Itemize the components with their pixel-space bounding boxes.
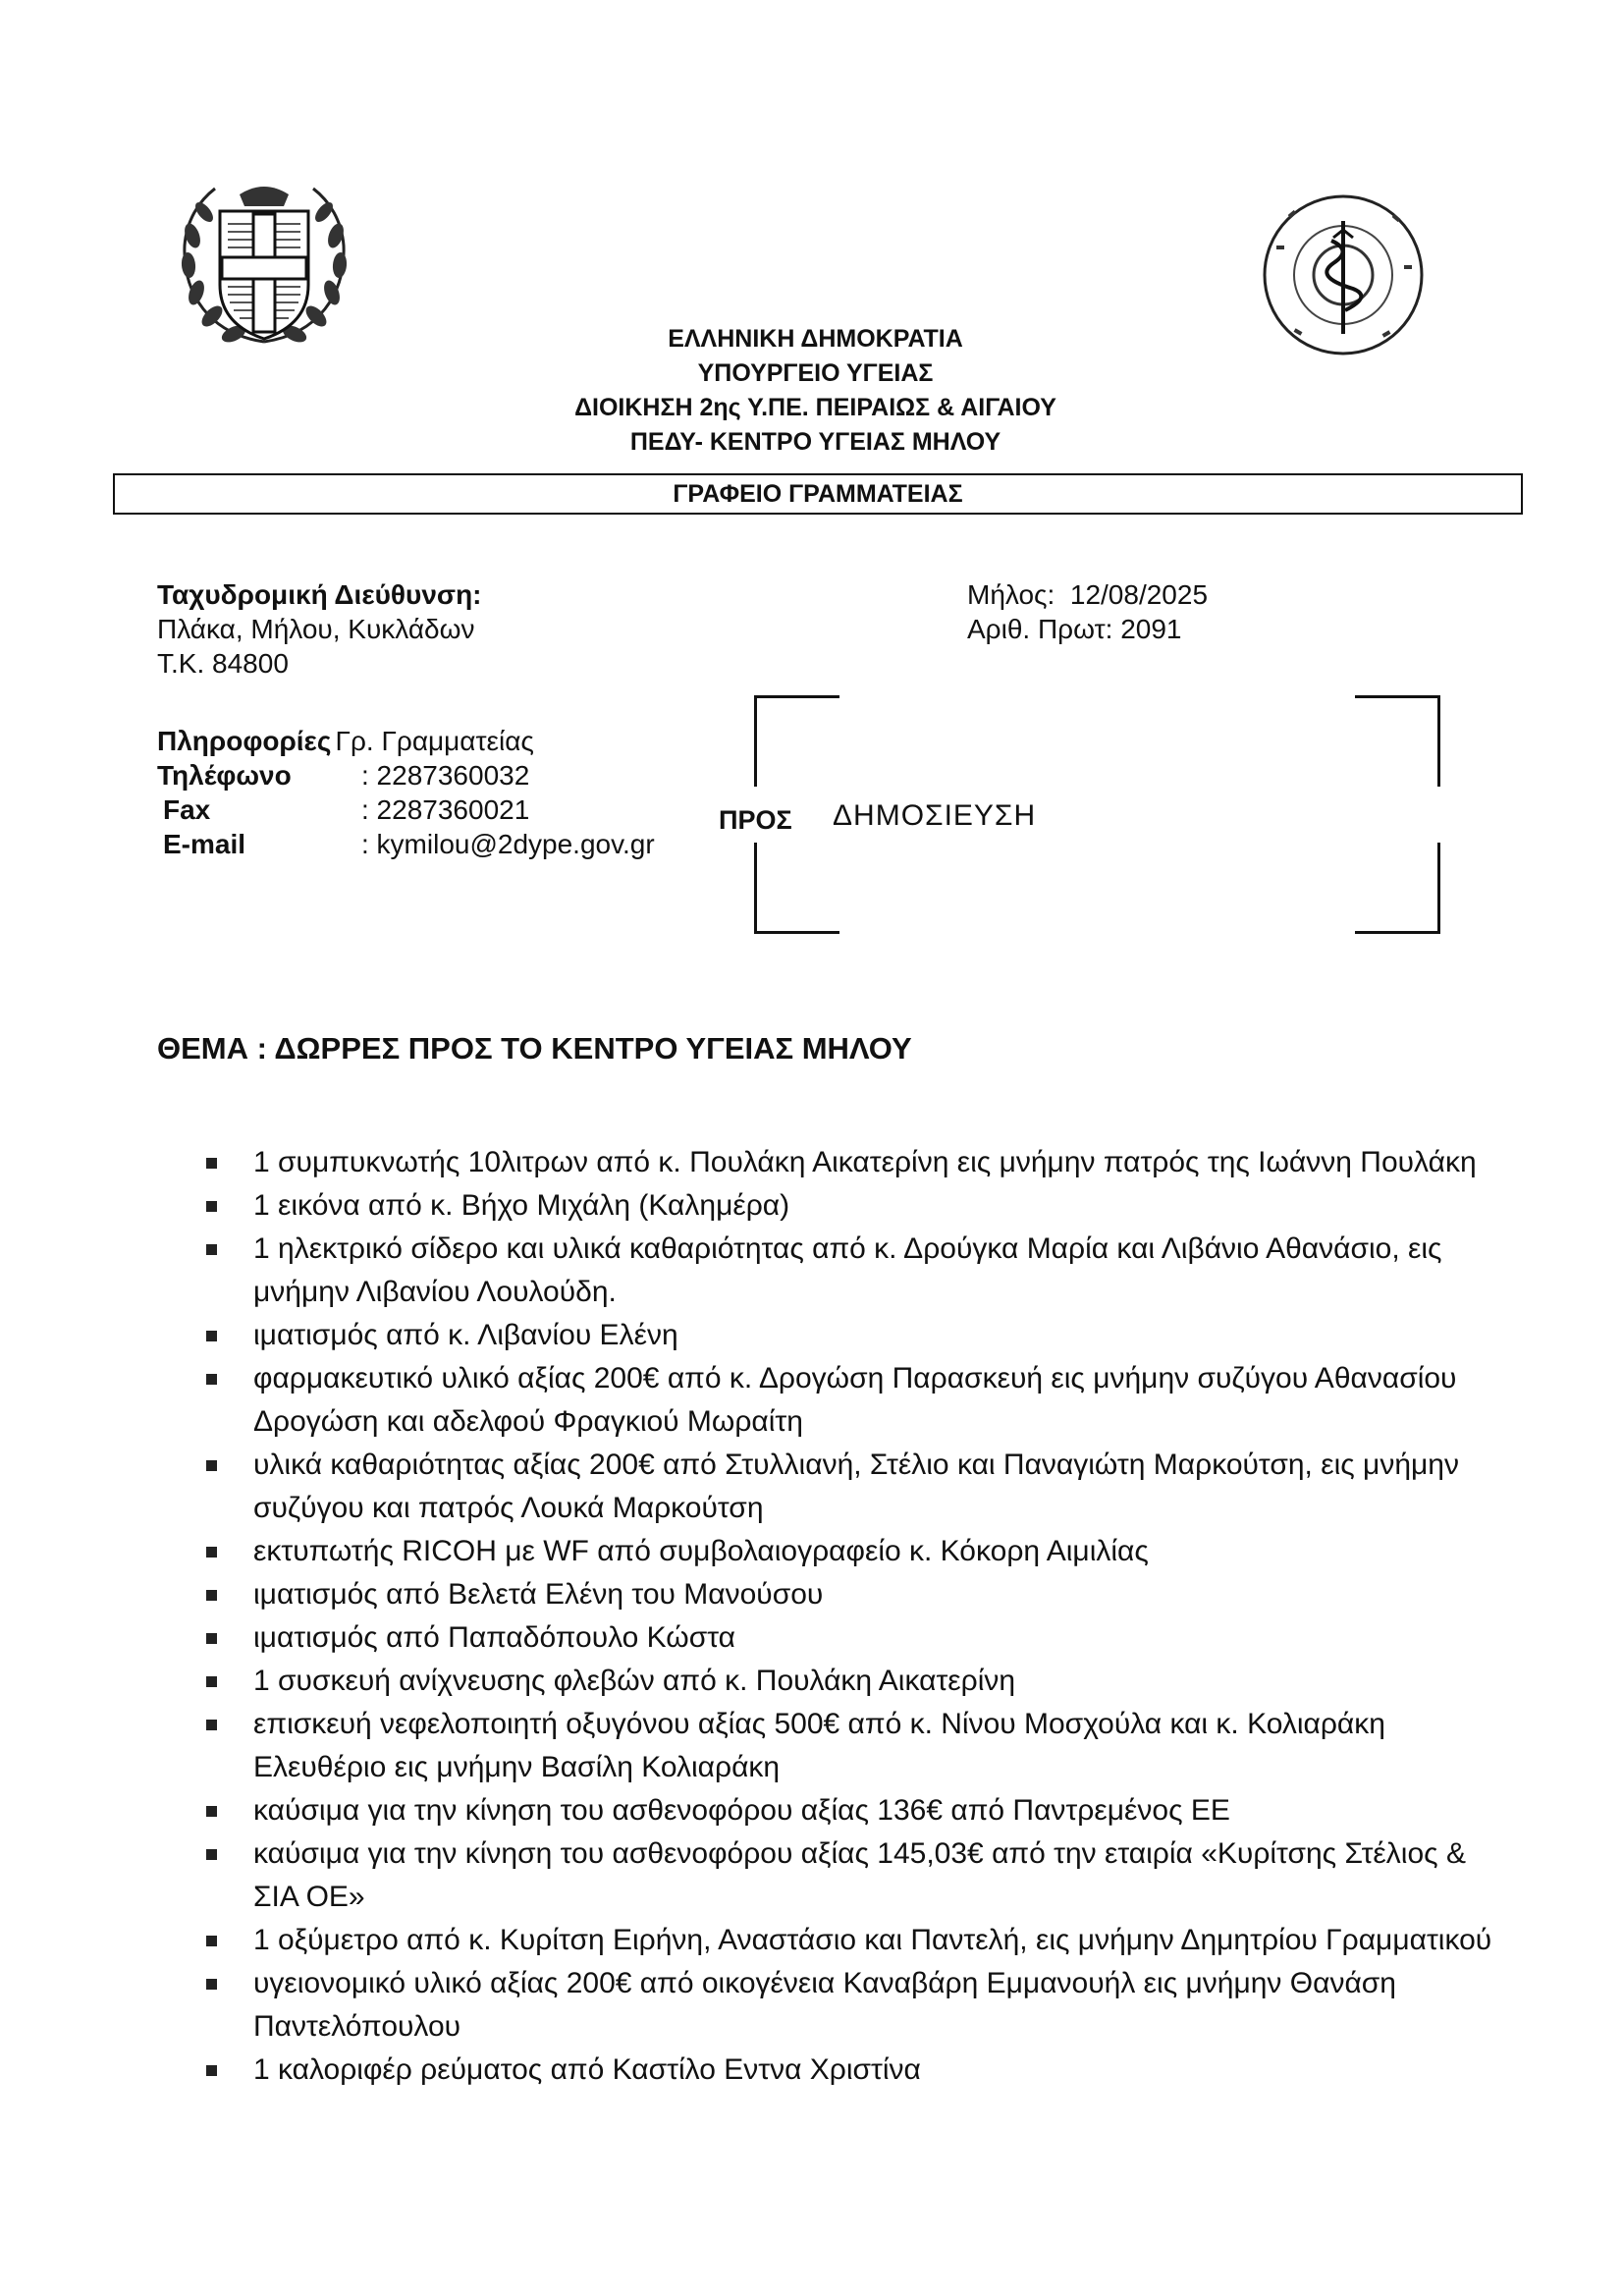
bullet-icon xyxy=(206,1244,217,1255)
list-item: καύσιμα για την κίνηση του ασθενοφόρου αξίας 145,03€ από την εταιρία «Κυρίτσης Στέλιος & ΣΙΑ ΟΕ» xyxy=(206,1832,1492,1919)
postal-address xyxy=(157,577,482,681)
list-item: ιματισμός από κ. Λιβανίου Ελένη xyxy=(206,1314,1492,1357)
contact-value: : 2287360032 xyxy=(361,760,530,791)
list-item: υγειονομικό υλικό αξίας 200€ από οικογένεια Καναβάρη Εμμανουήλ εις μνήμην Θανάση Παντελόπουλου xyxy=(206,1962,1492,2049)
contact-row xyxy=(157,827,655,861)
bullet-icon xyxy=(206,1676,217,1687)
bullet-icon xyxy=(206,1806,217,1817)
postal-address-line: Πλάκα, Μήλου, Κυκλάδων xyxy=(157,614,475,644)
bullet-icon xyxy=(206,1547,217,1558)
contact-row xyxy=(157,793,655,827)
recipient-bracket-bottom-left xyxy=(754,843,839,934)
bullet-icon xyxy=(206,1633,217,1644)
list-item: εκτυπωτής RICOH με WF από συμβολαιογραφείο κ. Κόκορη Αιμιλίας xyxy=(206,1530,1492,1573)
header-line-health-center: ΠΕΔΥ- ΚΕΝΤΡΟ ΥΓΕΙΑΣ ΜΗΛΟΥ xyxy=(629,428,1001,456)
contact-value: : kymilou@2dype.gov.gr xyxy=(361,829,655,859)
list-item: επισκευή νεφελοποιητή οξυγόνου αξίας 500€ από κ. Νίνου Μοσχούλα και κ. Κολιαράκη Ελευθέριο εις μνήμην Βασίλη Κολιαράκη xyxy=(206,1703,1492,1789)
contact-row xyxy=(157,724,655,758)
bullet-icon xyxy=(206,1979,217,1990)
header-line-republic: ΕΛΛΗΝΙΚΗ ΔΗΜΟΚΡΑΤΙΑ xyxy=(668,325,963,353)
bullet-icon xyxy=(206,1460,217,1471)
bullet-icon xyxy=(206,1158,217,1169)
bullet-icon xyxy=(206,1849,217,1860)
document-meta xyxy=(967,577,1208,646)
donations-list xyxy=(206,1141,1492,2092)
list-item: ιματισμός από Βελετά Ελένη του Μανούσου xyxy=(206,1573,1492,1616)
list-item: 1 καλοριφέρ ρεύματος από Καστίλο Εντνα Χριστίνα xyxy=(206,2049,1492,2092)
bullet-icon xyxy=(206,2065,217,2076)
recipient-label: ΠΡΟΣ xyxy=(719,805,792,835)
contact-label: E-mail xyxy=(163,829,246,859)
list-item: 1 ηλεκτρικό σίδερο και υλικά καθαριότητας από κ. Δρούγκα Μαρία και Λιβάνιο Αθανάσιο, εις μνήμην Λιβανίου Λουλούδη. xyxy=(206,1228,1492,1314)
contact-label: Πληροφορίες xyxy=(157,726,332,756)
bullet-icon xyxy=(206,1720,217,1730)
bullet-icon xyxy=(206,1590,217,1601)
list-item: 1 συσκευή ανίχνευσης φλεβών από κ. Πουλάκη Αικατερίνη xyxy=(206,1660,1492,1703)
list-item: φαρμακευτικό υλικό αξίας 200€ από κ. Δρογώση Παρασκευή εις μνήμην συζύγου Αθανασίου Δρογώση και αδελφού Φραγκιού Μωραίτη xyxy=(206,1357,1492,1444)
list-item: ιματισμός από Παπαδόπουλο Κώστα xyxy=(206,1616,1492,1660)
office-title: ΓΡΑΦΕΙΟ ΓΡΑΜΜΑΤΕΙΑΣ xyxy=(113,473,1523,515)
list-item: υλικά καθαριότητας αξίας 200€ από Στυλλιανή, Στέλιο και Παναγιώτη Μαρκούτση, εις μνήμην συζύγου και πατρός Λουκά Μαρκούτση xyxy=(206,1444,1492,1530)
contact-value: : Γρ. Γραμματείας xyxy=(320,726,534,756)
recipient-bracket-top-left xyxy=(754,695,839,787)
list-item: 1 εικόνα από κ. Βήχο Μιχάλη (Καλημέρα) xyxy=(206,1184,1492,1228)
list-item: 1 συμπυκνωτής 10λιτρων από κ. Πουλάκη Αικατερίνη εις μνήμην πατρός της Ιωάννη Πουλάκη xyxy=(206,1141,1492,1184)
bullet-icon xyxy=(206,1936,217,1946)
contact-info xyxy=(157,724,655,861)
postal-address-label: Ταχυδρομική Διεύθυνση: xyxy=(157,579,482,610)
recipient-bracket-top-right xyxy=(1355,695,1440,787)
contact-value: : 2287360021 xyxy=(361,794,530,825)
contact-label: Fax xyxy=(163,794,211,825)
postal-code: Τ.Κ. 84800 xyxy=(157,648,289,679)
list-item: καύσιμα για την κίνηση του ασθενοφόρου αξίας 136€ από Παντρεμένος ΕΕ xyxy=(206,1789,1492,1832)
document-header xyxy=(0,322,1623,460)
subject-line: ΘΕΜΑ : ΔΩΡΡΕΣ ΠΡΟΣ ΤΟ ΚΕΝΤΡΟ ΥΓΕΙΑΣ ΜΗΛΟΥ xyxy=(157,1031,912,1066)
place-date: Μήλος: 12/08/2025 xyxy=(967,579,1209,610)
bullet-icon xyxy=(206,1331,217,1341)
header-line-directorate: ΔΙΟΙΚΗΣΗ 2ης Υ.ΠΕ. ΠΕΙΡΑΙΩΣ & ΑΙΓΑΙΟΥ xyxy=(574,394,1056,421)
bullet-icon xyxy=(206,1201,217,1212)
bullet-icon xyxy=(206,1374,217,1385)
contact-label: Τηλέφωνο xyxy=(157,760,292,791)
contact-row xyxy=(157,758,655,793)
protocol-number: Αριθ. Πρωτ: 2091 xyxy=(967,614,1182,644)
recipient-name: ΔΗΜΟΣΙΕΥΣΗ xyxy=(833,799,1037,832)
recipient-bracket-bottom-right xyxy=(1355,843,1440,934)
list-item: 1 οξύμετρο από κ. Κυρίτση Ειρήνη, Αναστάσιο και Παντελή, εις μνήμην Δημητρίου Γραμματικού xyxy=(206,1919,1492,1962)
header-line-ministry: ΥΠΟΥΡΓΕΙΟ ΥΓΕΙΑΣ xyxy=(697,359,934,387)
